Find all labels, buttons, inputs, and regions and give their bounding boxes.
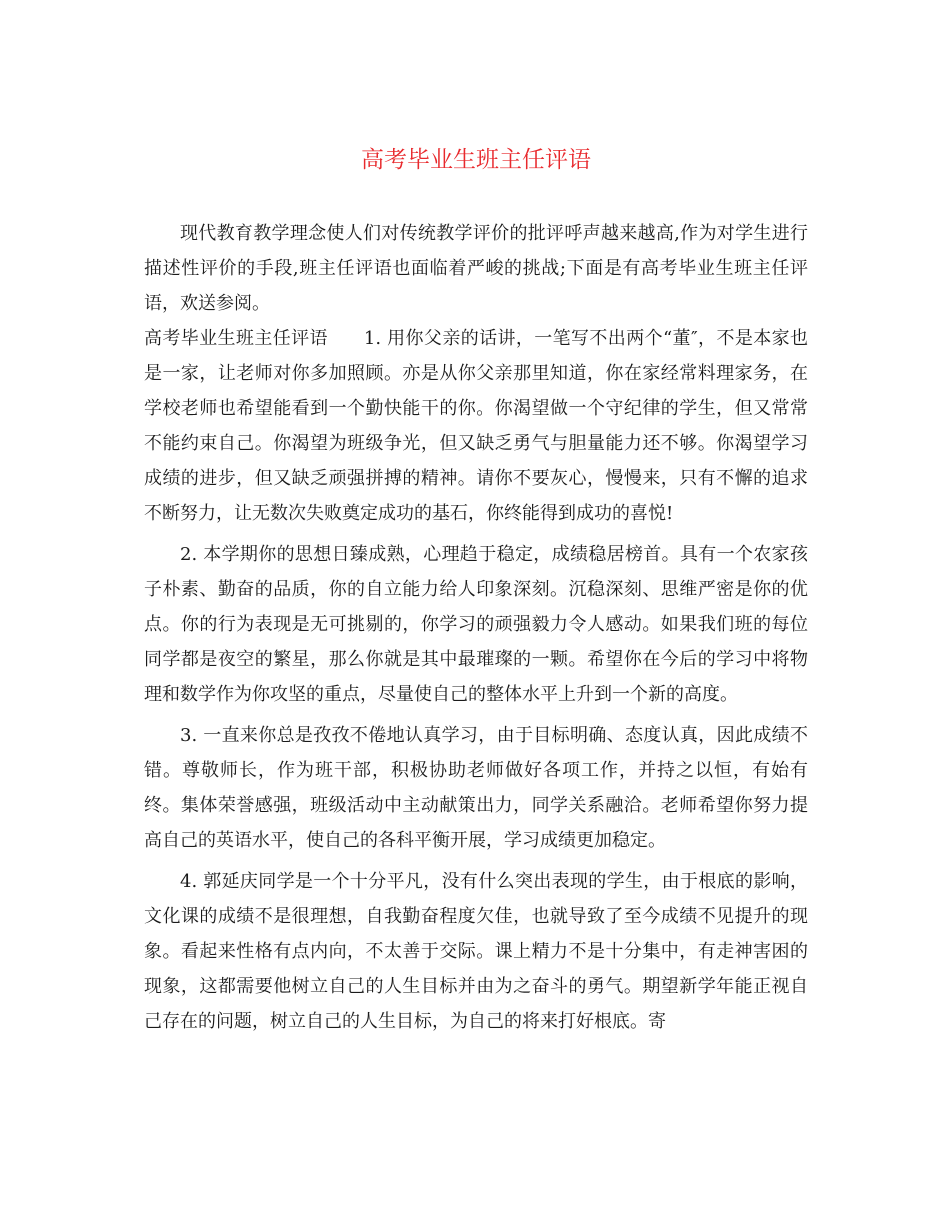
page-title: 高考毕业生班主任评语 (361, 147, 591, 173)
comment-paragraph-4: 4. 郭延庆同学是一个十分平凡，没有什么突出表现的学生，由于根底的影响，文化课的成绩不是很理想，自我勤奋程度欠佳，也就导致了至今成绩不见提升的现象。看起来性格有点内向，不太善于交际。课上精力不是十分集中，有走神害困的现象，这都需要他树立自己的人生目标并由为之奋斗的勇气。期望新学年能正视自己存在的问题，树立自己的人生目标，为自己的将来打好根底。寄 (144, 871, 808, 1032)
comment-text-1: 1. 用你父亲的话讲，一笔写不出两个“董″，不是本家也是一家，让老师对你多加照顾。亦是从你父亲那里知道，你在家经常料理家务，在学校老师也希望能看到一个勤快能干的你。你渴望做一个守纪律的学生，但又常常不能约束自己。你渴望为班级争光，但又缺乏勇气与胆量能力还不够。你渴望学习成绩的进步，但又缺乏顽强拼搏的精神。请你不要灰心，慢慢来，只有不懈的追求不断努力，让无数次失败奠定成功的基石，你终能得到成功的喜悦! (144, 328, 808, 524)
section-heading: 高考毕业生班主任评语 (144, 328, 328, 349)
comment-paragraph-1 (144, 321, 808, 531)
document-body (144, 216, 808, 1039)
intro-paragraph: 现代教育教学理念使人们对传统教学评价的批评呼声越来越高,作为对学生进行描述性评价的手段,班主任评语也面临着严峻的挑战;下面是有高考毕业生班主任评语，欢送参阅。 (144, 223, 808, 314)
comment-paragraph-2: 2. 本学期你的思想日臻成熟，心理趋于稳定，成绩稳居榜首。具有一个农家孩子朴素、勤奋的品质，你的自立能力给人印象深刻。沉稳深刻、思维严密是你的优点。你的行为表现是无可挑剔的，你学习的顽强毅力令人感动。如果我们班的每位同学都是夜空的繁星，那么你就是其中最璀璨的一颗。希望你在今后的学习中将物理和数学作为你攻坚的重点，尽量使自己的整体水平上升到一个新的高度。 (144, 544, 808, 705)
comment-paragraph-3: 3. 一直来你总是孜孜不倦地认真学习，由于目标明确、态度认真，因此成绩不错。尊敬师长，作为班干部，积极协助老师做好各项工作，并持之以恒，有始有终。集体荣誉感强，班级活动中主动献策出力，同学关系融洽。老师希望你努力提高自己的英语水平，使自己的各科平衡开展，学习成绩更加稳定。 (144, 725, 808, 851)
